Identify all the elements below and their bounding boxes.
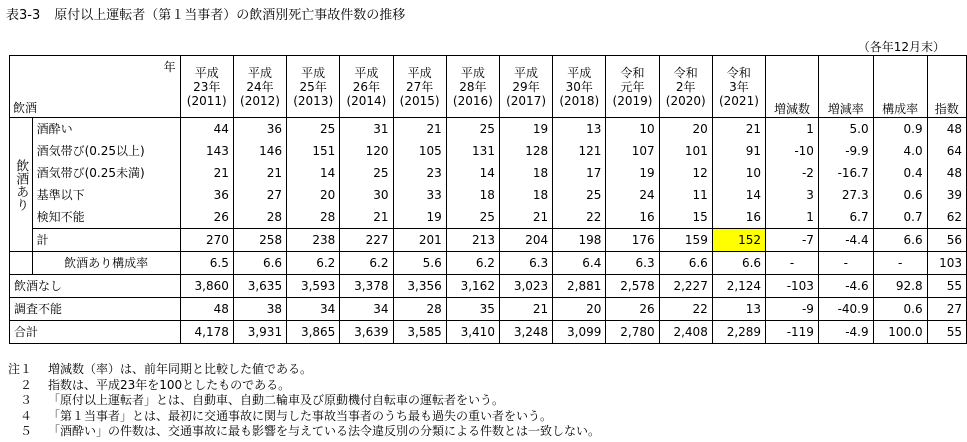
table-row [10, 275, 967, 298]
table-cell: -40.9 [818, 298, 873, 321]
row-label: 検知不能 [32, 206, 180, 229]
table-cell: 92.8 [873, 275, 927, 298]
row-label: 飲酒あり構成率 [32, 252, 180, 275]
table-cell: 3,356 [393, 275, 446, 298]
row-label: 調査不能 [10, 298, 181, 321]
table-cell: 17 [553, 162, 606, 184]
row-label: 計 [32, 229, 180, 252]
table-cell: 6.7 [818, 206, 873, 229]
table-cell: 0.7 [873, 206, 927, 229]
table-cell: 2,124 [712, 275, 765, 298]
table-cell: 3,865 [287, 321, 340, 344]
table-cell: 25 [446, 118, 499, 141]
table-cell: 21 [499, 298, 552, 321]
table-cell: 3,378 [340, 275, 393, 298]
table-cell: 25 [553, 184, 606, 206]
table-title-text: 原付以上運転者（第１当事者）の飲酒別死亡事故件数の推移 [54, 8, 406, 23]
table-cell: 5.6 [393, 252, 446, 275]
table-cell: 3,593 [287, 275, 340, 298]
table-cell: 1 [766, 118, 819, 141]
table-cell: 2,881 [553, 275, 606, 298]
table-cell: 107 [606, 140, 659, 162]
table-cell: -9.9 [818, 140, 873, 162]
table-cell: 21 [180, 162, 233, 184]
table-cell: 3,410 [446, 321, 499, 344]
table-row [10, 140, 967, 162]
table-cell: 6.4 [553, 252, 606, 275]
table-cell: 36 [233, 118, 286, 141]
change-rate-header: 増減率 [818, 56, 873, 118]
table-cell: 3,248 [499, 321, 552, 344]
table-cell: 6.2 [340, 252, 393, 275]
table-cell: 48 [927, 162, 966, 184]
change-header: 増減数 [766, 56, 819, 118]
table-cell: 3,023 [499, 275, 552, 298]
table-cell: -7 [766, 229, 819, 252]
table-cell: 25 [340, 162, 393, 184]
year-header: 令和 3年 (2021) [712, 56, 765, 118]
table-cell: 19 [606, 162, 659, 184]
year-header: 平成 30年 (2018) [553, 56, 606, 118]
table-cell: 2,408 [659, 321, 712, 344]
table-cell: 23 [393, 162, 446, 184]
table-cell: 3,585 [393, 321, 446, 344]
table-cell: 19 [499, 118, 552, 141]
table-cell: 2,227 [659, 275, 712, 298]
table-row-subtotal [10, 229, 967, 252]
year-header: 令和 2年 (2020) [659, 56, 712, 118]
table-cell: 18 [446, 184, 499, 206]
group-label-drinking: 飲酒あり [10, 118, 33, 252]
table-cell: 6.2 [287, 252, 340, 275]
table-cell: 6.2 [446, 252, 499, 275]
table-cell: 0.6 [873, 298, 927, 321]
header-corner [10, 56, 181, 118]
table-cell: 0.9 [873, 118, 927, 141]
table-cell: 198 [553, 229, 606, 252]
table-cell: 21 [712, 118, 765, 141]
table-cell: 120 [340, 140, 393, 162]
row-label: 基準以下 [32, 184, 180, 206]
table-cell: -119 [766, 321, 819, 344]
row-label: 飲酒なし [10, 275, 181, 298]
table-cell: 101 [659, 140, 712, 162]
year-header: 令和 元年 (2019) [606, 56, 659, 118]
table-cell: 12 [659, 162, 712, 184]
table-cell: 28 [287, 206, 340, 229]
table-cell: 270 [180, 229, 233, 252]
note-item: ５ 「酒酔い」の件数は、交通事故に最も影響を与えている法令違反別の分類による件数とは一致しない。 [19, 424, 601, 438]
table-cell: 2,780 [606, 321, 659, 344]
note-item: ２ 指数は、平成23年を100としたものである。 [19, 377, 291, 392]
table-cell: 3,162 [446, 275, 499, 298]
note-item: 注１ 増減数（率）は、前年同期と比較した値である。 [7, 362, 313, 376]
table-cell: 227 [340, 229, 393, 252]
table-cell: 6.5 [180, 252, 233, 275]
table-cell: 16 [712, 206, 765, 229]
table-cell: 151 [287, 140, 340, 162]
table-cell: 26 [180, 206, 233, 229]
table-cell: -10 [766, 140, 819, 162]
table-cell: 14 [712, 184, 765, 206]
table-cell: -103 [766, 275, 819, 298]
table-cell: 28 [393, 298, 446, 321]
year-header: 平成 25年 (2013) [287, 56, 340, 118]
table-cell: 4,178 [180, 321, 233, 344]
table-cell: 31 [340, 118, 393, 141]
as-of-note: （各年12月末） [857, 40, 945, 54]
year-header: 平成 29年 (2017) [499, 56, 552, 118]
table-row [10, 184, 967, 206]
table-cell: 27.3 [818, 184, 873, 206]
table-cell: 2,578 [606, 275, 659, 298]
table-cell: 2,289 [712, 321, 765, 344]
table-row-composition [10, 252, 967, 275]
table-cell: 6.6 [233, 252, 286, 275]
table-cell: 201 [393, 229, 446, 252]
table-cell: 14 [446, 162, 499, 184]
table-cell: 28 [233, 206, 286, 229]
table-cell: 4.0 [873, 140, 927, 162]
note-item: ３ 「原付以上運転者」とは、自動車、自動二輪車及び原動機付自転車の運転者をいう。 [19, 393, 505, 407]
table-cell: 19 [393, 206, 446, 229]
table-cell: 3,931 [233, 321, 286, 344]
table-cell: 159 [659, 229, 712, 252]
table-cell: 35 [446, 298, 499, 321]
table-cell: -2 [766, 162, 819, 184]
table-cell: 25 [446, 206, 499, 229]
table-cell: 121 [553, 140, 606, 162]
table-cell: 6.6 [873, 229, 927, 252]
table-cell: 34 [340, 298, 393, 321]
row-label: 酒気帯び(0.25未満) [32, 162, 180, 184]
row-label: 酒気帯び(0.25以上) [32, 140, 180, 162]
note-item: ４ 「第１当事者」とは、最初に交通事故に関与した事故当事者のうち最も過失の重い者をいう。 [19, 408, 553, 423]
corner-category-label: 飲酒 [13, 101, 38, 115]
table-cell: 3,860 [180, 275, 233, 298]
table-cell: 21 [393, 118, 446, 141]
table-cell: 22 [553, 206, 606, 229]
table-cell: 26 [606, 298, 659, 321]
table-row-total [10, 321, 967, 344]
table-cell: 0.4 [873, 162, 927, 184]
table-cell: 20 [659, 118, 712, 141]
table-cell: -4.9 [818, 321, 873, 344]
table-cell: - [766, 252, 819, 275]
table-cell: 18 [499, 162, 552, 184]
table-cell: -4.6 [818, 275, 873, 298]
table-cell: 100.0 [873, 321, 927, 344]
header-row [10, 56, 967, 118]
table-cell: 15 [659, 206, 712, 229]
year-header: 平成 28年 (2016) [446, 56, 499, 118]
index-header: 指数 [927, 56, 966, 118]
table-cell: 38 [233, 298, 286, 321]
table-row [10, 206, 967, 229]
table-cell: 27 [927, 298, 966, 321]
table-cell: 30 [340, 184, 393, 206]
table-row [10, 162, 967, 184]
table-cell: 103 [927, 252, 966, 275]
row-label: 酒酔い [32, 118, 180, 141]
table-number: 表3-3 [6, 8, 41, 23]
table-cell: 3,099 [553, 321, 606, 344]
table-cell: 238 [287, 229, 340, 252]
table-cell: -4.4 [818, 229, 873, 252]
table-cell: -16.7 [818, 162, 873, 184]
table-cell: 36 [180, 184, 233, 206]
table-cell: 3,639 [340, 321, 393, 344]
table-cell: 10 [712, 162, 765, 184]
table-cell: 0.6 [873, 184, 927, 206]
table-cell: 213 [446, 229, 499, 252]
share-header: 構成率 [873, 56, 927, 118]
table-cell: 146 [233, 140, 286, 162]
table-cell: 10 [606, 118, 659, 141]
year-header: 平成 24年 (2012) [233, 56, 286, 118]
table-cell: 33 [393, 184, 446, 206]
table-cell: 25 [287, 118, 340, 141]
year-header: 平成 27年 (2015) [393, 56, 446, 118]
table-cell: 22 [659, 298, 712, 321]
table-row [10, 118, 967, 141]
accident-table [9, 55, 967, 344]
table-cell: 34 [287, 298, 340, 321]
table-cell: 6.6 [712, 252, 765, 275]
table-cell: -9 [766, 298, 819, 321]
table-cell: 3,635 [233, 275, 286, 298]
table-cell: 20 [553, 298, 606, 321]
table-cell: 48 [927, 118, 966, 141]
table-cell: 128 [499, 140, 552, 162]
highlighted-cell: 152 [712, 229, 765, 252]
table-cell: 55 [927, 321, 966, 344]
table-cell: 5.0 [818, 118, 873, 141]
table-cell: 176 [606, 229, 659, 252]
table-cell: 21 [340, 206, 393, 229]
table-row [10, 298, 967, 321]
table-cell: 18 [499, 184, 552, 206]
table-cell: 13 [712, 298, 765, 321]
table-cell: 56 [927, 229, 966, 252]
table-cell: 1 [766, 206, 819, 229]
table-cell: 27 [233, 184, 286, 206]
notes [6, 362, 600, 440]
table-cell: 39 [927, 184, 966, 206]
table-cell: 16 [606, 206, 659, 229]
table-cell: 55 [927, 275, 966, 298]
table-cell: 62 [927, 206, 966, 229]
table-cell: 204 [499, 229, 552, 252]
table-cell: 21 [499, 206, 552, 229]
table-cell: 24 [606, 184, 659, 206]
table-cell: 21 [233, 162, 286, 184]
table-cell: 11 [659, 184, 712, 206]
row-label: 合計 [10, 321, 181, 344]
table-cell: 48 [180, 298, 233, 321]
corner-year-label: 年 [163, 60, 176, 74]
table-cell: 105 [393, 140, 446, 162]
table-cell: - [818, 252, 873, 275]
table-cell: 44 [180, 118, 233, 141]
table-cell: 143 [180, 140, 233, 162]
table-cell: 64 [927, 140, 966, 162]
table-cell: 131 [446, 140, 499, 162]
table-cell: 6.6 [659, 252, 712, 275]
blank-cell [10, 252, 33, 275]
year-header: 平成 26年 (2014) [340, 56, 393, 118]
table-title [6, 4, 405, 23]
year-header: 平成 23年 (2011) [180, 56, 233, 118]
table-cell: 91 [712, 140, 765, 162]
table-cell: 20 [287, 184, 340, 206]
table-cell: 14 [287, 162, 340, 184]
table-cell: 258 [233, 229, 286, 252]
table-cell: 6.3 [606, 252, 659, 275]
table-cell: 3 [766, 184, 819, 206]
table-cell: 13 [553, 118, 606, 141]
table-cell: 6.3 [499, 252, 552, 275]
table-cell: - [873, 252, 927, 275]
